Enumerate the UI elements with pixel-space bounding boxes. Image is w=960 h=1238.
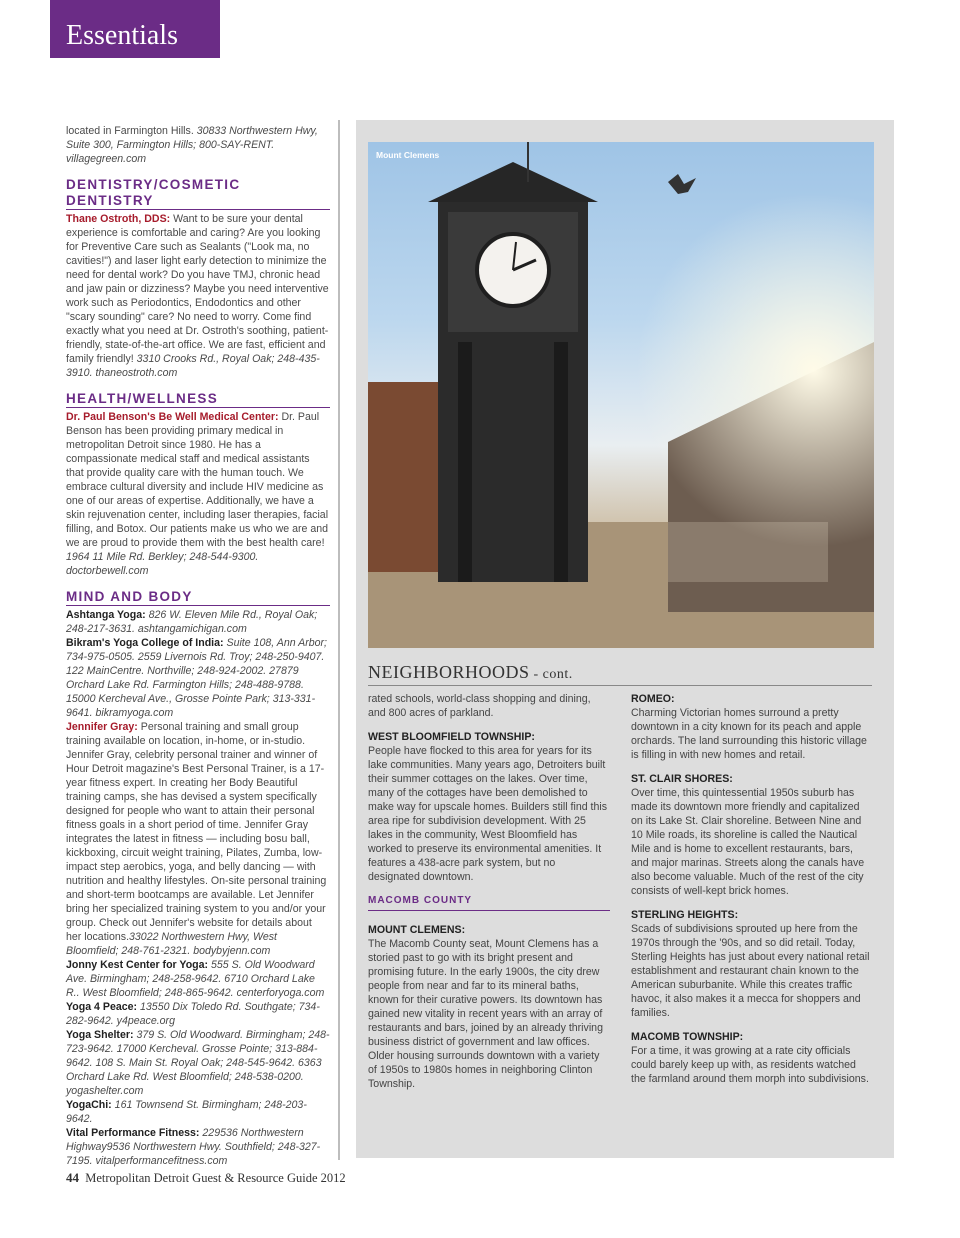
listing-address: 229536 Northwestern Highway9536 Northwestern Hwy. Southfield; 248-327-7195. vitalperformancefitness.com: [66, 1127, 321, 1167]
neighborhood-heading: ROMEO:: [631, 693, 675, 705]
listing-name: Vital Performance Fitness:: [66, 1127, 200, 1139]
publication-title: Metropolitan Detroit Guest & Resource Guide 2012: [85, 1171, 346, 1185]
listing-entry: [66, 1126, 330, 1168]
neighborhood-text: Scads of subdivisions sprouted up here from the 1970s through the '90s, and so did retail. Today, Sterling Heights has just about every national retail establishment and restaurant chain known to the American suburbanite. While this creates traffic havoc, it also makes it a mecca for shoppers and families.: [631, 923, 870, 1019]
listing-address: 33022 Northwestern Hwy, West Bloomfield; 248-761-2321. bodybyjenn.com: [66, 931, 277, 957]
listing-name: YogaChi:: [66, 1099, 112, 1111]
neighborhoods-column-1: [368, 692, 610, 1101]
listing-address: 555 S. Old Woodward Ave. Birmingham; 248-258-9642. 6710 Orchard Lake R.. West Bloomfield; 248-865-9642. centerforyoga.com: [66, 959, 325, 999]
listing-address: 3310 Crooks Rd., Royal Oak; 248-435-3910. thaneostroth.com: [66, 353, 320, 379]
listing-entry: [66, 1000, 330, 1028]
neighborhood-heading: STERLING HEIGHTS:: [631, 909, 739, 921]
neighborhood-text: Charming Victorian homes surround a pretty downtown in a city known for its peach and apple orchards. The land surrounding this historic village is filling in with new homes and retail.: [631, 707, 867, 761]
listing-address: 13550 Dix Toledo Rd. Southgate; 734-282-9642. y4peace.org: [66, 1001, 320, 1027]
neighborhood-text: The Macomb County seat, Mount Clemens has a storied past to go with its bright present and promising future. In the early 1900s, the city drew people from near and far to its mineral baths, known for their curative powers. Its downtown has gained new vitality in recent years with an array of restaurants and bars, joined by an already thriving business district of government and law offices. Older housing surrounds downtown with a variety of 1950s to 1980s homes in neighboring Clinton Township.: [368, 938, 603, 1090]
section-heading-mind-body: MIND AND BODY: [66, 589, 330, 606]
section-tab: [50, 0, 220, 58]
listing-address: 826 W. Eleven Mile Rd., Royal Oak; 248-217-3631. ashtangamichigan.com: [66, 609, 318, 635]
listing-entry: [66, 636, 330, 720]
photo-caption: Mount Clemens: [376, 150, 440, 160]
listing-name: Thane Ostroth, DDS:: [66, 213, 171, 225]
page-number: 44: [66, 1170, 79, 1185]
listing-entry: [66, 1098, 330, 1126]
listing-text: Personal training and small group training available on location, in-home, or in-studio. Jennifer Gray, celebrity personal trainer and winner of Hour Detroit magazine's Best Personal Trainer, is a 17-year fitness expert. In creating her Body Beautiful training camps, she has devised a system specifically designed for people who want to attain their personal fitness goals in a short period of time. Jennifer Gray integrates the latest in fitness — including bosu ball, kickboxing, circuit weight training, Pilates, Zumba, low-impact step aerobics, yoga, and belly dancing — with nutrition and healthy lifestyles. On-site personal training and short-term bootcamps are available. Let Jennifer bring her specialized training system to you and/or your group. Check out Jennifer's website for details about her locations.: [66, 721, 327, 943]
listing-name: Jonny Kest Center for Yoga:: [66, 959, 209, 971]
listing-name: Yoga Shelter:: [66, 1029, 134, 1041]
neighborhoods-title: [368, 662, 872, 686]
section-heading-dentistry: DENTISTRY/COSMETIC DENTISTRY: [66, 177, 330, 210]
listing-name: Dr. Paul Benson's Be Well Medical Center:: [66, 411, 279, 423]
intro-text: located in Farmington Hills.: [66, 125, 197, 137]
neighborhood-heading: MACOMB TOWNSHIP:: [631, 1031, 744, 1043]
listing-address: 379 S. Old Woodward. Birmingham; 248-723-9642. 17000 Kercheval. Grosse Pointe; 313-884-9642. 108 S. Main St. Royal Oak; 248-545-9642. 6363 Orchard Lake Rd. West Bloomfield; 248-538-0200. yogashelter.com: [66, 1029, 330, 1097]
listing-address: 1964 11 Mile Rd. Berkley; 248-544-9300. doctorbewell.com: [66, 551, 259, 577]
section-heading-health: HEALTH/WELLNESS: [66, 391, 330, 408]
county-subhead: MACOMB COUNTY: [368, 894, 610, 911]
listing-entry: [66, 608, 330, 636]
neighborhood-heading: ST. CLAIR SHORES:: [631, 773, 733, 785]
clock-tower-photo: [368, 142, 874, 648]
neighborhoods-title-suffix: - cont.: [529, 667, 573, 682]
neighborhood-text: People have flocked to this area for years for its lake communities. Many years ago, Detroiters built their summer cottages on the lakes. Over time, many of the cottages have been demolished to make way for upscale homes. Builders still find this area ripe for subdivision development. With 25 lakes in the community, West Bloomfield has worked to preserve its environmental amenities. It features a 438-acre park system, but no designated downtown.: [368, 745, 608, 883]
neighborhoods-title-text: NEIGHBORHOODS: [368, 662, 530, 682]
listing-name: Jennifer Gray:: [66, 721, 138, 733]
intro-paragraph: rated schools, world-class shopping and dining, and 800 acres of parkland.: [368, 693, 591, 719]
listing-name: Ashtanga Yoga:: [66, 609, 146, 621]
section-tab-label: Essentials: [66, 20, 178, 51]
listing-entry: [66, 410, 330, 578]
intro-address: 30833 Northwestern Hwy, Suite 300, Farmington Hills; 800-SAY-RENT. villagegreen.com: [66, 125, 318, 165]
listing-address: Suite 108, Ann Arbor; 734-975-0505. 2559 Livernois Rd. Troy; 248-250-9407. 122 MainCentre. Northville; 248-924-2002. 27879 Orchard Lake Rd. Farmington Hills; 248-488-9788. 15000 Kercheval Ave., Grosse Pointe Park; 313-331-9641. bikramyoga.com: [66, 637, 328, 719]
listing-entry: [66, 212, 330, 380]
neighborhood-heading: WEST BLOOMFIELD TOWNSHIP:: [368, 731, 535, 743]
neighborhoods-column-2: [631, 692, 873, 1096]
listing-name: Yoga 4 Peace:: [66, 1001, 138, 1013]
clock-tower-illustration: [368, 142, 874, 648]
column-divider: [338, 120, 340, 1160]
listing-entry: [66, 720, 330, 958]
neighborhood-text: For a time, it was growing at a rate city officials could barely keep up with, as residents watched the farmland around them morph into subdivisions.: [631, 1045, 869, 1085]
listing-address: 161 Townsend St. Birmingham; 248-203-9642.: [66, 1099, 307, 1125]
left-column: [66, 124, 330, 1168]
intro-paragraph: [66, 124, 330, 166]
neighborhood-heading: MOUNT CLEMENS:: [368, 924, 466, 936]
listing-name: Bikram's Yoga College of India:: [66, 637, 224, 649]
page-footer: [66, 1170, 346, 1186]
listing-text: Want to be sure your dental experience is comfortable and caring? Are you looking for Preventive Care such as Sealants ("Look ma, no cavities!") and laser light early detection to minimize the need for dental work? Do you have TMJ, chronic head and jaw pain or dizziness? Maybe you need interventive work such as Periodontics, Endodontics and other "scary sounding" care? No need to worry. Come find exactly what you need at Dr. Ostroth's soothing, patient-friendly, state-of-the-art office. We are fast, efficient and family friendly!: [66, 213, 329, 365]
listing-entry: [66, 958, 330, 1000]
listing-text: Dr. Paul Benson has been providing primary medical in metropolitan Detroit since 1980. He has a compassionate medical staff and medical assistants that provide quality care with the human touch. We embrace cultural diversity and include HIV medicine as one of our areas of expertise. Additionally, we have a skin rejuvenation center, including laser therapies, facial filling, and Botox. Our patients make us who we are and we are proud to provide them with the best health care!: [66, 411, 329, 549]
listing-entry: [66, 1028, 330, 1098]
neighborhood-text: Over time, this quintessential 1950s suburb has made its downtown more friendly and capitalized on its Lake St. Clair shoreline. Between Nine and 10 Mile roads, its shoreline is called the Nautical Mile and is home to excellent restaurants, bars, and major marinas. Streets along the canals have also become valuable. Much of the rest of the city consists of well-kept brick homes.: [631, 787, 865, 897]
